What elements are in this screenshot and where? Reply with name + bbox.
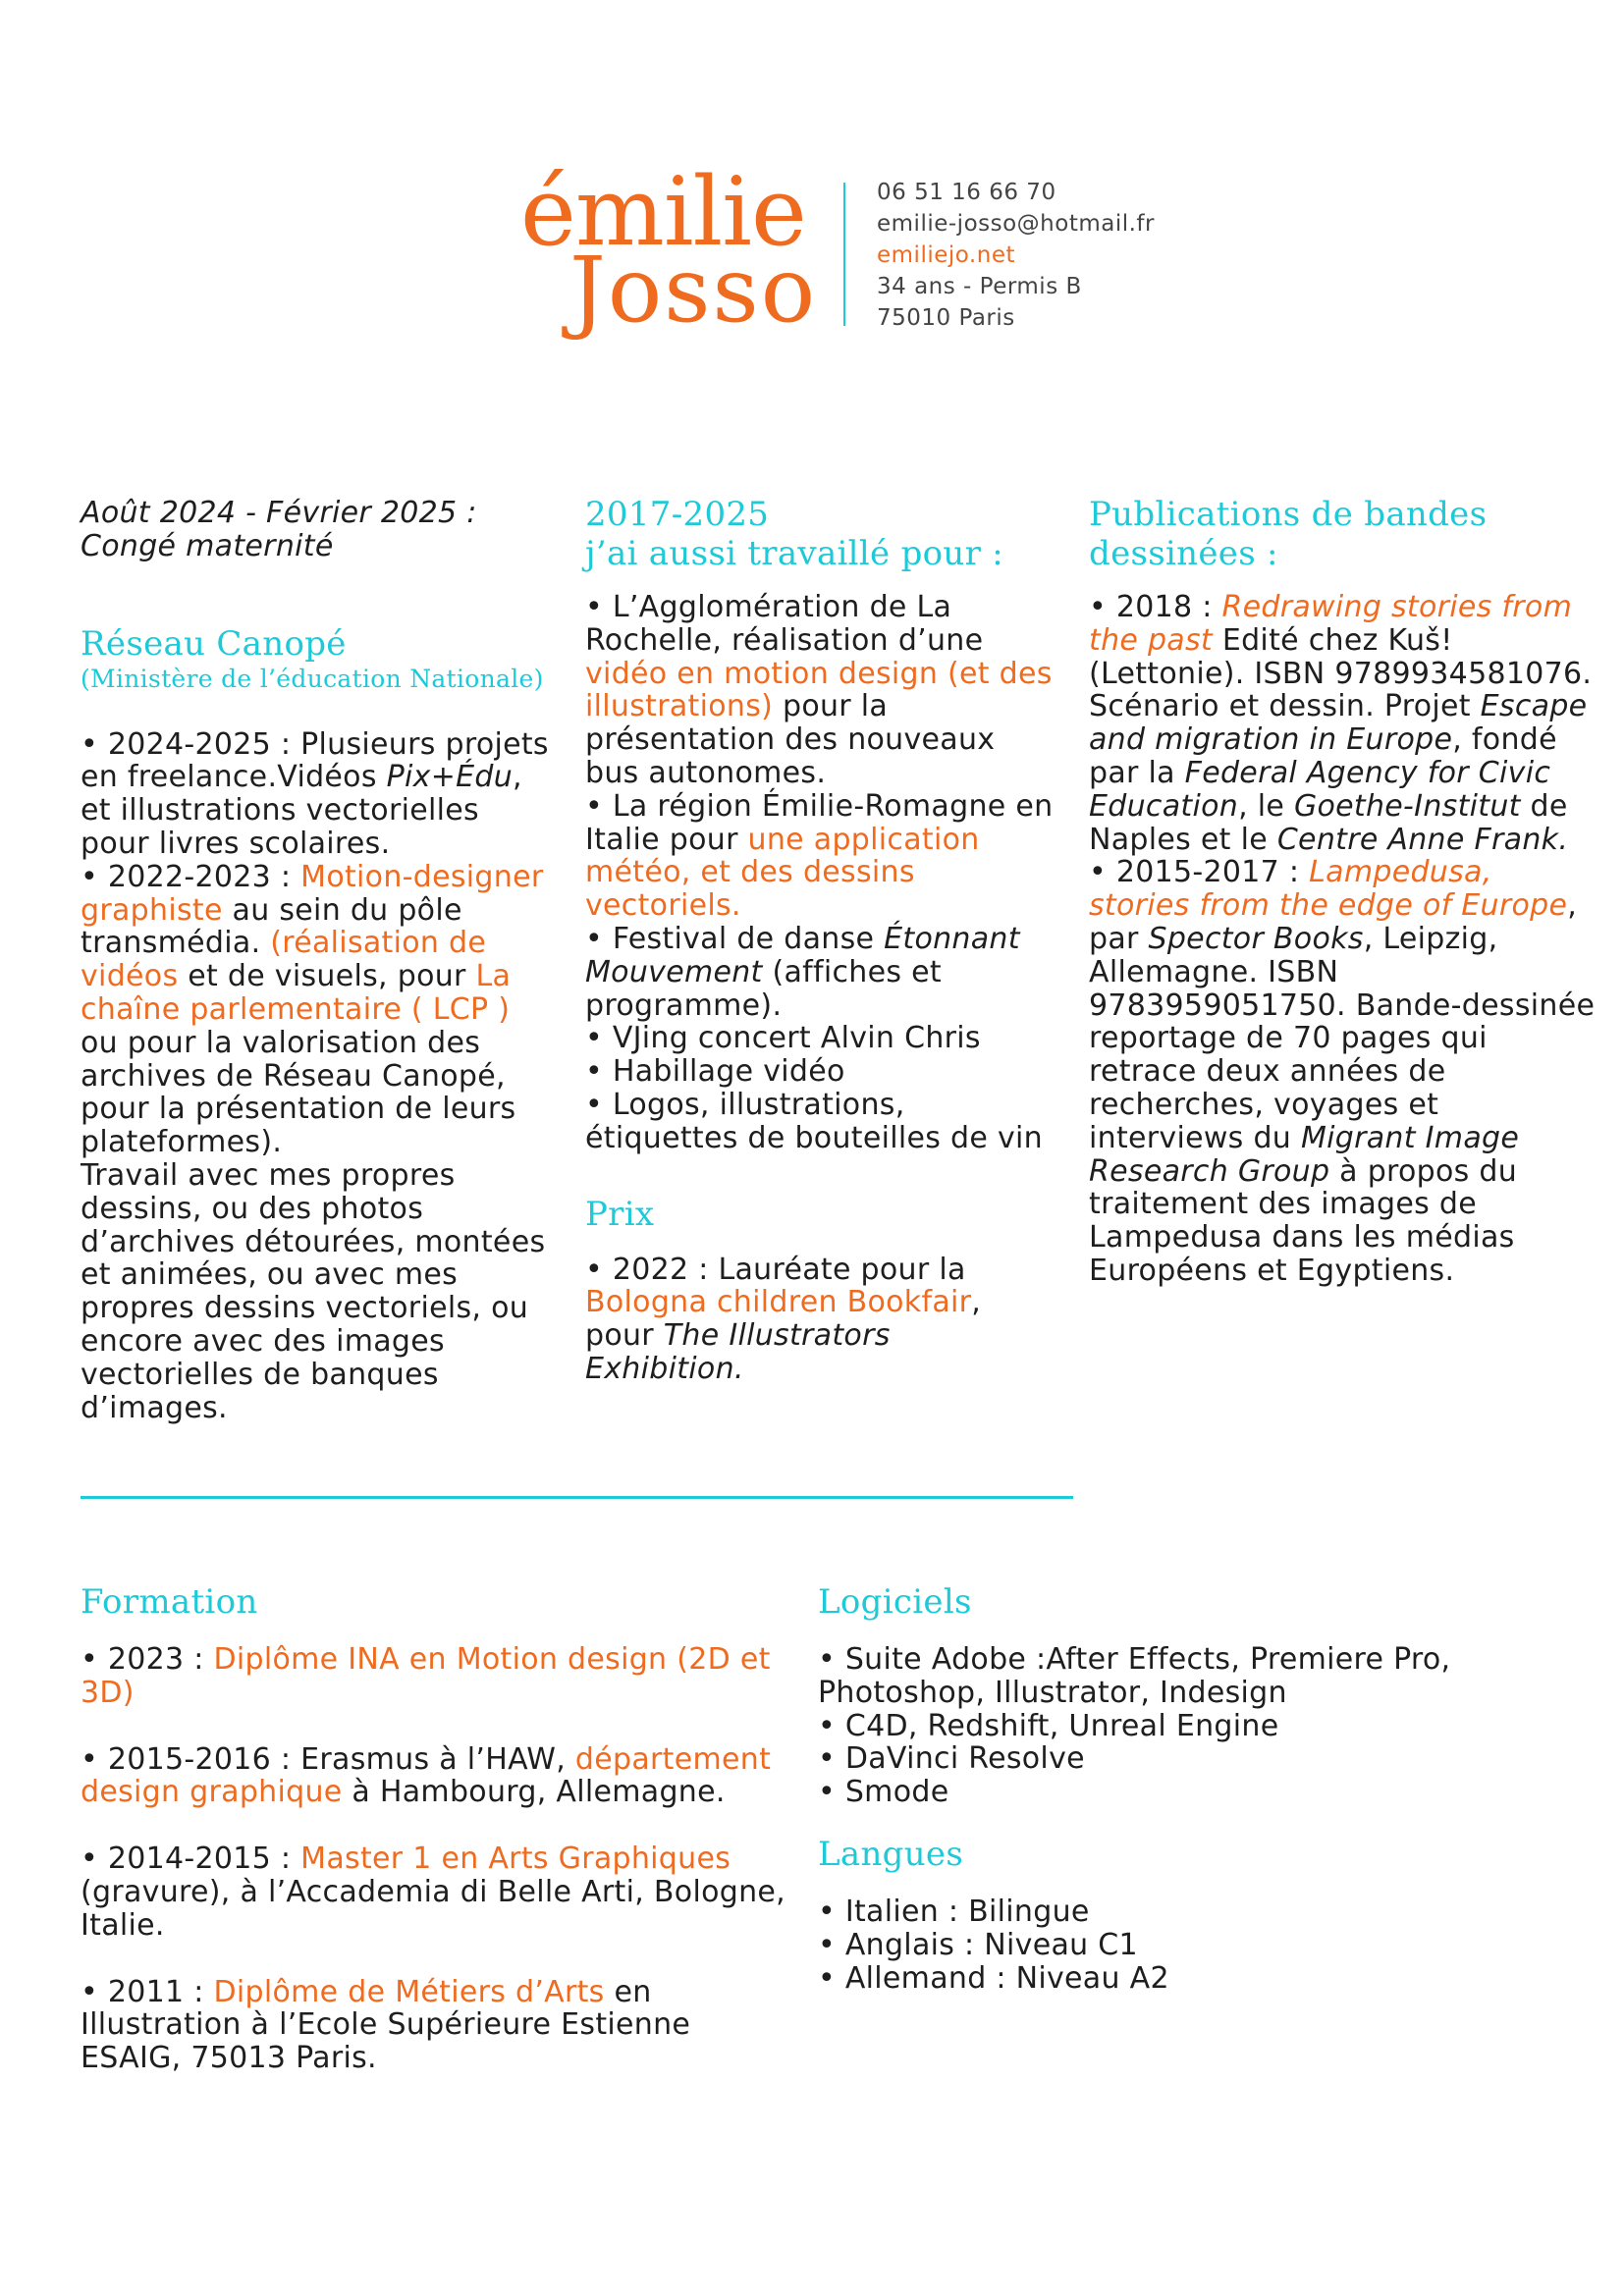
prize-title: Prix [585, 1194, 655, 1234]
list-item: • Logos, illustrations, étiquettes de bouteilles de vin [585, 1087, 1043, 1155]
logo-last-name: Josso [569, 238, 818, 343]
languages-title: Langues [818, 1834, 964, 1874]
formation-entry: • 2015-2016 : Erasmus à l’HAW, département design graphique à Hambourg, Allemagne. [81, 1741, 772, 1810]
publications-title-line2: dessinées : [1089, 534, 1278, 573]
formation-title: Formation [81, 1582, 258, 1622]
list-item: • Habillage vidéo [585, 1054, 845, 1090]
prize-entry: • 2022 : Lauréate pour la Bologna children Bookfair, pour The Illustrators Exhibition. [585, 1252, 982, 1386]
experience-entry: • 2022-2023 : Motion-designer graphiste au sein du pôle transmédia. (réalisation de vidéos et de visuels, pour La chaîne parlementaire ( LCP ) ou pour la valorisation des archives de Réseau Canopé, pour la présentation de leurs plateformes). [81, 859, 544, 1160]
contact-block [877, 177, 1155, 334]
publications-column [1089, 495, 1599, 1288]
age-license: 34 ans - Permis B [877, 274, 1082, 299]
software-item: • DaVinci Resolve [818, 1741, 1085, 1777]
leave-period: Août 2024 - Février 2025 : [81, 496, 477, 530]
phone[interactable]: 06 51 16 66 70 [877, 180, 1056, 205]
website-link[interactable]: emiliejo.net [877, 242, 1015, 268]
employer-title: Réseau Canopé [81, 623, 347, 664]
software-item: • Smode [818, 1775, 949, 1810]
section-divider [81, 1496, 1073, 1499]
list-item: • L’Agglomération de La Rochelle, réalisation d’une vidéo en motion design (et des illustrations) pour la présentation des nouveaux bus autonomes. [585, 590, 1053, 790]
formation-entry: • 2011 : Diplôme de Métiers d’Arts en Illustration à l’Ecole Supérieure Estienne ESAIG, 75013 Paris. [81, 1974, 691, 2076]
other-work-column [585, 495, 1056, 1386]
experience-column [81, 497, 552, 1424]
logo-first-name: émilie [520, 157, 806, 267]
email[interactable]: emilie-josso@hotmail.fr [877, 211, 1155, 237]
language-item: • Allemand : Niveau A2 [818, 1960, 1169, 1996]
list-item: • VJing concert Alvin Chris [585, 1021, 981, 1056]
employer-subtitle: (Ministère de l’éducation Nationale) [81, 664, 544, 693]
leave-type: Congé maternité [81, 528, 334, 563]
formation-section [81, 1582, 787, 2075]
city: 75010 Paris [877, 305, 1015, 331]
software-item: • C4D, Redshift, Unreal Engine [818, 1708, 1279, 1743]
software-item: • Suite Adobe :After Effects, Premiere Pro, Photoshop, Illustrator, Indesign [818, 1642, 1451, 1710]
list-item: • La région Émilie-Romagne en Italie pour une application météo, et des dessins vectoriels. [585, 788, 1054, 924]
language-item: • Italien : Bilingue [818, 1894, 1090, 1929]
list-item: • Festival de danse Étonnant Mouvement (affiches et programme). [585, 921, 1020, 1023]
language-item: • Anglais : Niveau C1 [818, 1927, 1138, 1962]
formation-entry: • 2023 : Diplôme INA en Motion design (2D et 3D) [81, 1642, 771, 1710]
publication-entry: • 2015-2017 : Lampedusa, stories from the edge of Europe, par Spector Books, Leipzig, Allemagne. ISBN 9783959051750. Bande-dessinée reportage de 70 pages qui retrace deux années de recherches, voyages et interviews du Migrant Image Research Group à propos du traitement des images de Lampedusa dans les médias Européens et Egyptiens. [1089, 855, 1596, 1288]
software-title: Logiciels [818, 1582, 972, 1622]
skills-section [818, 1582, 1525, 1995]
other-work-title-line2: j’ai aussi travaillé pour : [585, 534, 1004, 573]
name-logo [520, 157, 844, 343]
publication-entry: • 2018 : Redrawing stories from the past Edité chez Kuš! (Lettonie). ISBN 9789934581076. Scénario et dessin. Projet Escape and migration in Europe, fondé par la Federal Agency for Civic Education, le Goethe-Institut de Naples et le Centre Anne Frank. [1089, 590, 1593, 857]
formation-entry: • 2014-2015 : Master 1 en Arts Graphiques (gravure), à l’Accademia di Belle Arti, Bologne, Italie. [81, 1842, 785, 1943]
header-divider [843, 183, 845, 326]
other-work-title-line1: 2017-2025 [585, 495, 770, 534]
experience-entry: • 2024-2025 : Plusieurs projets en freelance.Vidéos Pix+Édu, et illustrations vectorielles pour livres scolaires. [81, 726, 549, 861]
publications-title-line1: Publications de bandes [1089, 495, 1488, 534]
experience-note: Travail avec mes propres dessins, ou des photos d’archives détourées, montées et animées, ou avec mes propres dessins vectoriels, ou encore avec des images vectorielles de banques d’images. [81, 1157, 546, 1425]
